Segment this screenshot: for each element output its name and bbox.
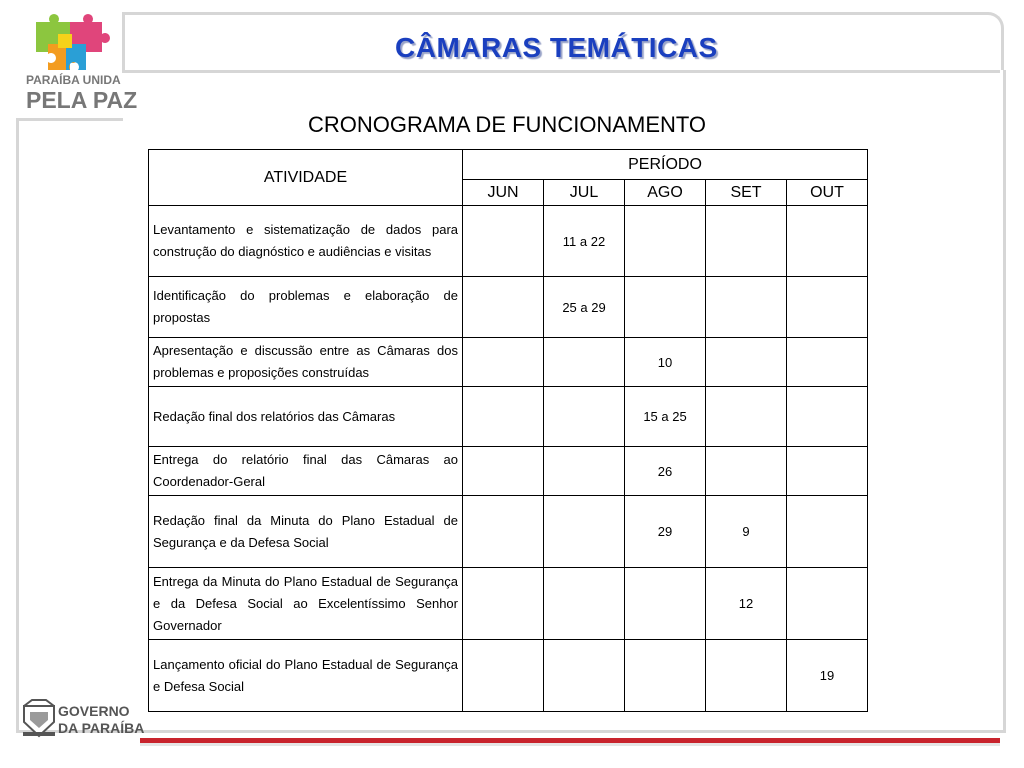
date-cell: 29 bbox=[625, 496, 706, 568]
date-cell: 26 bbox=[625, 447, 706, 496]
date-cell: 25 a 29 bbox=[544, 277, 625, 338]
date-cell bbox=[463, 496, 544, 568]
table-row bbox=[149, 568, 868, 640]
schedule-title bbox=[0, 112, 1024, 138]
date-cell bbox=[625, 568, 706, 640]
date-cell bbox=[463, 640, 544, 712]
date-cell: 9 bbox=[706, 496, 787, 568]
table-row bbox=[149, 447, 868, 496]
activity-cell: Redação final dos relatórios das Câmaras bbox=[149, 387, 463, 447]
activity-header: ATIVIDADE bbox=[149, 150, 463, 206]
puzzle-icon bbox=[0, 0, 138, 118]
date-cell bbox=[625, 640, 706, 712]
date-cell bbox=[787, 568, 868, 640]
gov-text-line1: GOVERNO bbox=[58, 703, 130, 719]
table-row bbox=[149, 277, 868, 338]
date-cell bbox=[544, 387, 625, 447]
table-row bbox=[149, 496, 868, 568]
date-cell bbox=[463, 277, 544, 338]
month-jun: JUN bbox=[463, 180, 544, 206]
date-cell bbox=[544, 568, 625, 640]
gov-text-line2: DA PARAÍBA bbox=[58, 720, 145, 736]
date-cell bbox=[787, 206, 868, 277]
governo-paraiba-logo bbox=[20, 698, 145, 745]
activity-cell: Lançamento oficial do Plano Estadual de Segurança e Defesa Social bbox=[149, 640, 463, 712]
date-cell bbox=[463, 447, 544, 496]
date-cell: 15 a 25 bbox=[625, 387, 706, 447]
date-cell bbox=[706, 447, 787, 496]
activity-cell: Entrega da Minuta do Plano Estadual de Segurança e da Defesa Social ao Excelentíssimo Senhor Governador bbox=[149, 568, 463, 640]
period-header: PERÍODO bbox=[463, 150, 868, 180]
activity-cell: Levantamento e sistematização de dados para construção do diagnóstico e audiências e visitas bbox=[149, 206, 463, 277]
month-jul: JUL bbox=[544, 180, 625, 206]
date-cell bbox=[463, 338, 544, 387]
date-cell bbox=[463, 206, 544, 277]
date-cell bbox=[706, 206, 787, 277]
date-cell bbox=[706, 387, 787, 447]
table-header-row bbox=[149, 150, 868, 180]
footer-gray-bar bbox=[140, 743, 1000, 746]
date-cell bbox=[787, 496, 868, 568]
table-row bbox=[149, 338, 868, 387]
activity-cell: Identificação do problemas e elaboração de propostas bbox=[149, 277, 463, 338]
date-cell bbox=[787, 277, 868, 338]
activity-cell: Apresentação e discussão entre as Câmaras dos problemas e proposições construídas bbox=[149, 338, 463, 387]
date-cell bbox=[625, 206, 706, 277]
logo-text-top: PARAÍBA UNIDA bbox=[26, 73, 121, 87]
logo-text-bottom: PELA PAZ bbox=[26, 87, 138, 113]
date-cell bbox=[544, 496, 625, 568]
date-cell bbox=[544, 338, 625, 387]
schedule-table bbox=[148, 149, 868, 712]
date-cell bbox=[625, 277, 706, 338]
date-cell bbox=[787, 387, 868, 447]
coat-of-arms-icon bbox=[20, 698, 145, 740]
activity-cell: Redação final da Minuta do Plano Estadual de Segurança e da Defesa Social bbox=[149, 496, 463, 568]
table-row bbox=[149, 206, 868, 277]
table-row bbox=[149, 640, 868, 712]
date-cell: 10 bbox=[625, 338, 706, 387]
date-cell: 19 bbox=[787, 640, 868, 712]
date-cell bbox=[787, 447, 868, 496]
month-out: OUT bbox=[787, 180, 868, 206]
activity-cell: Entrega do relatório final das Câmaras ao Coordenador-Geral bbox=[149, 447, 463, 496]
schedule-title-text: CRONOGRAMA DE FUNCIONAMENTO bbox=[307, 112, 707, 137]
frame-divider bbox=[122, 70, 1000, 73]
date-cell bbox=[544, 640, 625, 712]
paraiba-unida-logo bbox=[0, 0, 138, 118]
table-row bbox=[149, 387, 868, 447]
date-cell bbox=[463, 387, 544, 447]
month-ago: AGO bbox=[625, 180, 706, 206]
date-cell: 12 bbox=[706, 568, 787, 640]
date-cell bbox=[787, 338, 868, 387]
date-cell bbox=[706, 640, 787, 712]
month-set: SET bbox=[706, 180, 787, 206]
date-cell bbox=[544, 447, 625, 496]
date-cell: 11 a 22 bbox=[544, 206, 625, 277]
date-cell bbox=[463, 568, 544, 640]
page-title: CÂMARAS TEMÁTICAS bbox=[395, 32, 718, 63]
date-cell bbox=[706, 277, 787, 338]
date-cell bbox=[706, 338, 787, 387]
